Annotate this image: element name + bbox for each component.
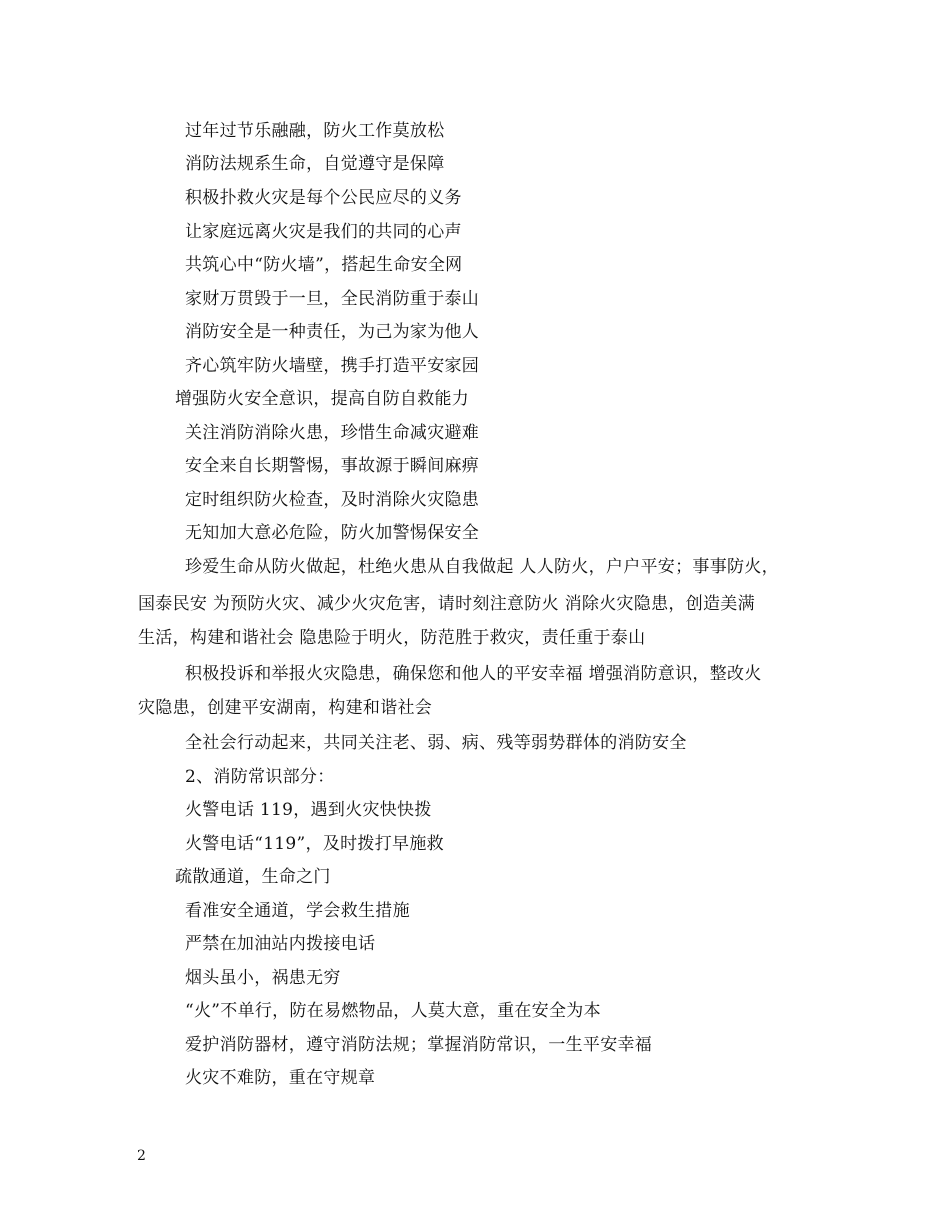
text-line: 火警电话“119”，及时拨打早施救 [185, 834, 444, 854]
text-line: 国泰民安 为预防火灾、减少火灾危害，请时刻注意防火 消除火灾隐患，创造美满 [138, 594, 755, 614]
text-line: 全社会行动起来，共同关注老、弱、病、残等弱势群体的消防安全 [185, 733, 687, 753]
text-line: 无知加大意必危险，防火加警惕保安全 [185, 523, 480, 543]
text-line: 2、消防常识部分： [185, 767, 335, 787]
text-line: 烟头虽小，祸患无穷 [185, 968, 341, 988]
text-line: 珍爱生命从防火做起，杜绝火患从自我做起 人人防火，户户平安；事事防火， [185, 557, 779, 577]
text-line: 消防法规系生命，自觉遵守是保障 [185, 154, 445, 174]
text-line: 齐心筑牢防火墙壁，携手打造平安家园 [185, 356, 480, 376]
text-line: 灾隐患，创建平安湖南，构建和谐社会 [138, 698, 433, 718]
text-line: 消防安全是一种责任，为己为家为他人 [185, 322, 480, 342]
text-line: 积极扑救火灾是每个公民应尽的义务 [185, 188, 462, 208]
text-line: 生活，构建和谐社会 隐患险于明火，防范胜于救灾，责任重于泰山 [138, 628, 646, 648]
page-number: 2 [137, 1148, 146, 1164]
text-line: “火”不单行，防在易燃物品，人莫大意，重在安全为本 [185, 1001, 601, 1021]
text-line: 过年过节乐融融，防火工作莫放松 [185, 121, 445, 141]
text-line: 疏散通道，生命之门 [175, 867, 331, 887]
text-line: 看准安全通道，学会救生措施 [185, 901, 410, 921]
text-line: 定时组织防火检查，及时消除火灾隐患 [185, 490, 480, 510]
text-line: 关注消防消除火患，珍惜生命减灾避难 [185, 423, 480, 443]
text-line: 火警电话 119，遇到火灾快快拨 [185, 800, 432, 820]
text-line: 家财万贯毁于一旦，全民消防重于泰山 [185, 289, 480, 309]
text-line: 爱护消防器材，遵守消防法规；掌握消防常识，一生平安幸福 [185, 1035, 653, 1055]
text-line: 共筑心中“防火墙”，搭起生命安全网 [185, 255, 463, 275]
text-line: 安全来自长期警惕，事故源于瞬间麻痹 [185, 456, 480, 476]
text-line: 火灾不难防，重在守规章 [185, 1068, 376, 1088]
text-line: 严禁在加油站内拨接电话 [185, 934, 376, 954]
text-line: 积极投诉和举报火灾隐患，确保您和他人的平安幸福 增强消防意识，整改火 [185, 664, 762, 684]
text-line: 增强防火安全意识，提高自防自救能力 [175, 389, 470, 409]
text-line: 让家庭远离火灾是我们的共同的心声 [185, 222, 462, 242]
